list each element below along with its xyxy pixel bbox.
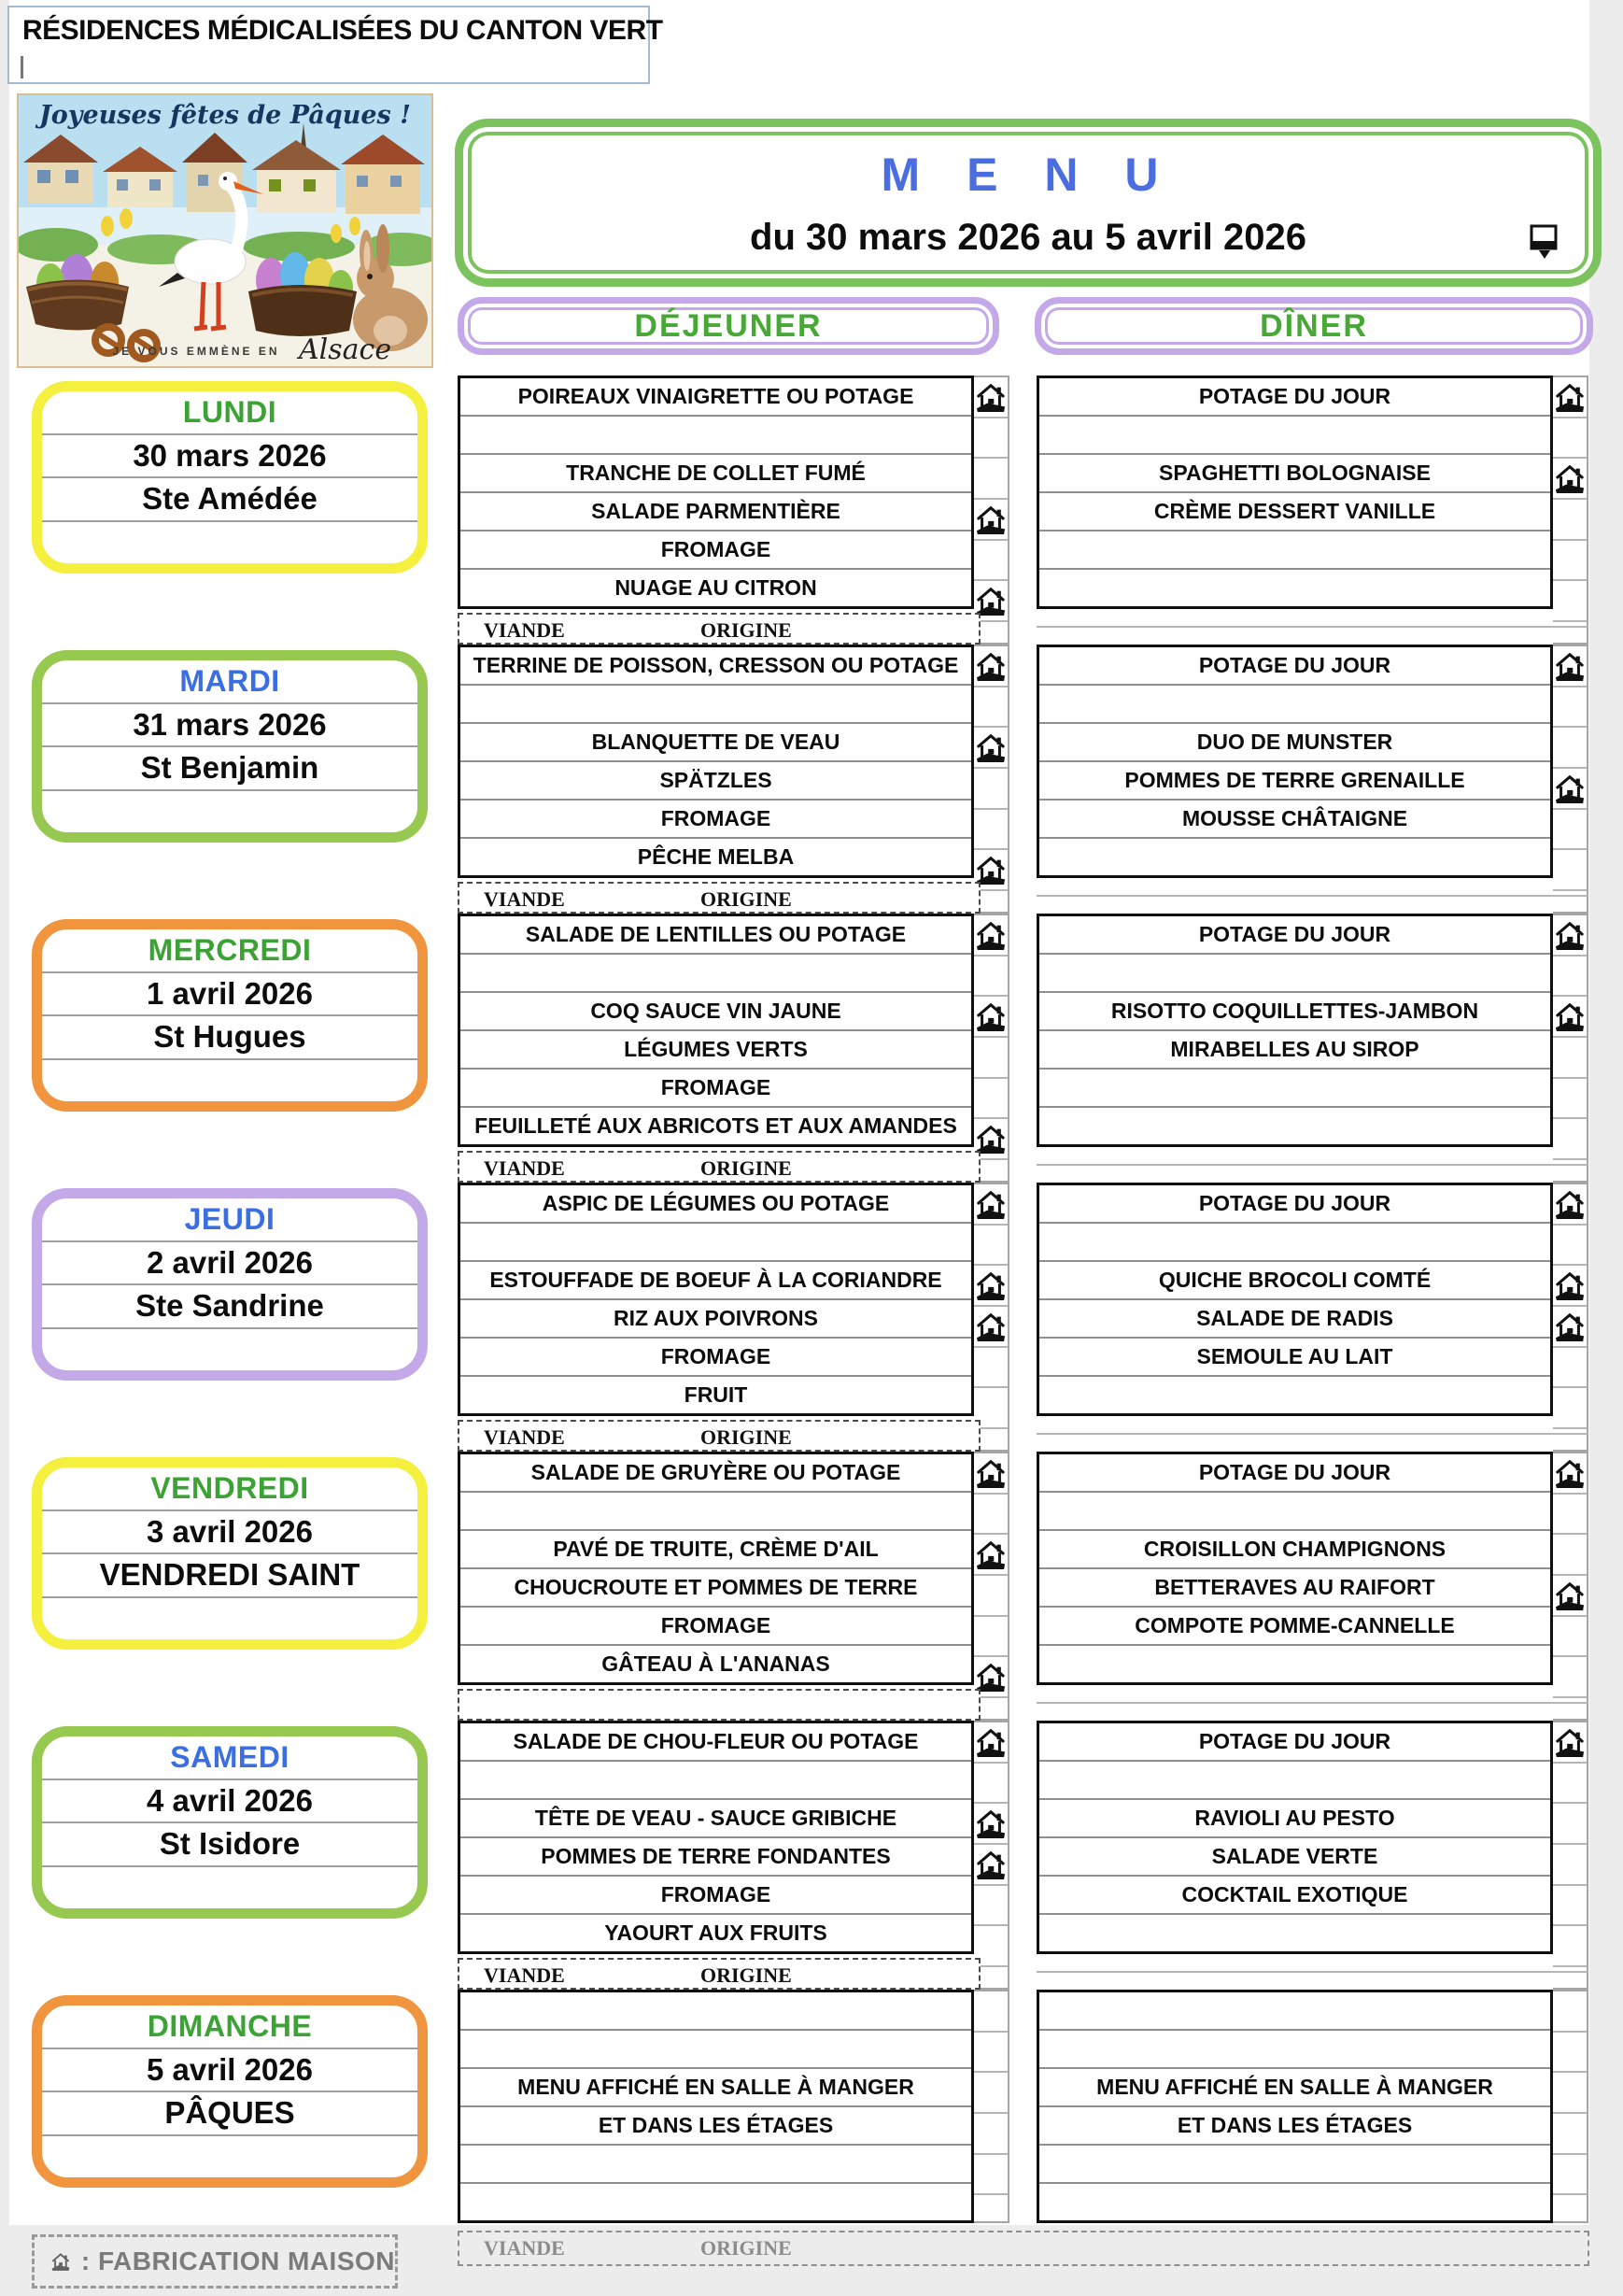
text-cursor: [21, 56, 23, 78]
day-card-jeudi: [32, 1188, 428, 1381]
origin-label: ORIGINE: [700, 2236, 792, 2260]
homemade-cell: [974, 2073, 1008, 2114]
homemade-cell: [1553, 1307, 1587, 1348]
meat-origin-strip: [458, 1958, 981, 1990]
homemade-cell: [974, 1453, 1008, 1495]
menu-item: [460, 686, 971, 724]
menu-item: POTAGE DU JOUR: [1039, 916, 1550, 955]
menu-date-range: du 30 mars 2026 au 5 avril 2026: [750, 217, 1306, 258]
menu-item: POTAGE DU JOUR: [1039, 1723, 1550, 1762]
jeudi-lunch-table: [458, 1183, 974, 1416]
lunch-column-header: [458, 297, 999, 355]
homemade-cell: [974, 541, 1008, 582]
menu-item: POTAGE DU JOUR: [1039, 647, 1550, 686]
menu-item: POMMES DE TERRE FONDANTES: [460, 1838, 971, 1877]
lunch-column-label: DÉJEUNER: [634, 307, 823, 344]
homemade-cell: [974, 1845, 1008, 1886]
menu-item: TRANCHE DE COLLET FUMÉ: [460, 455, 971, 493]
menu-item: PAVÉ DE TRUITE, CRÈME D'AIL: [460, 1531, 971, 1569]
homemade-cell: [1553, 1119, 1587, 1160]
homemade-cell: [1553, 1266, 1587, 1307]
origin-label: ORIGINE: [700, 618, 792, 642]
homemade-cell: [1553, 2033, 1587, 2074]
homemade-house-icon: [976, 1727, 1006, 1757]
homemade-cell: [1553, 541, 1587, 582]
homemade-cell: [974, 1886, 1008, 1927]
menu-item: FRUIT: [684, 1382, 748, 1407]
menu-item: PÊCHE MELBA: [637, 844, 795, 869]
homemade-cell: [974, 459, 1008, 500]
samedi-lunch-table: [458, 1721, 974, 1954]
dimanche-lunch-homemade-column: [974, 1990, 1009, 2223]
dimanche-lunch-table: [458, 1990, 974, 2223]
menu-item: [1039, 570, 1550, 606]
menu-item: [460, 417, 971, 455]
menu-item: ET DANS LES ÉTAGES: [1039, 2107, 1550, 2146]
menu-item: SALADE DE LENTILLES OU POTAGE: [460, 916, 971, 955]
menu-item: ASPIC DE LÉGUMES OU POTAGE: [460, 1185, 971, 1224]
menu-item: ESTOUFFADE DE BOEUF À LA CORIANDRE: [460, 1262, 971, 1300]
homemade-cell: [974, 810, 1008, 851]
homemade-cell: [1553, 1079, 1587, 1120]
homemade-cell: [1553, 915, 1587, 957]
mercredi-lunch-homemade-column: [974, 914, 1009, 1183]
homemade-cell: [1553, 810, 1587, 851]
menu-item: BETTERAVES AU RAIFORT: [1039, 1569, 1550, 1608]
homemade-cell: [974, 377, 1008, 418]
day-date: 5 avril 2026: [42, 2049, 417, 2093]
homemade-house-icon: [976, 504, 1006, 534]
meat-label: VIANDE: [484, 618, 565, 642]
mercredi-lunch-table: [458, 914, 974, 1147]
menu-item: RAVIOLI AU PESTO: [1039, 1800, 1550, 1838]
homemade-cell: [1553, 418, 1587, 460]
lundi-lunch-homemade-column: [974, 376, 1009, 645]
day-name: SAMEDI: [42, 1736, 417, 1780]
homemade-cell: [1553, 2073, 1587, 2114]
grid-gap-line: [1037, 1433, 1588, 1435]
mardi-dinner-table: [1037, 645, 1553, 878]
day-date: 4 avril 2026: [42, 1780, 417, 1824]
vendredi-lunch-homemade-column: [974, 1452, 1009, 1721]
homemade-cell: [1553, 687, 1587, 729]
day-name: JEUDI: [42, 1198, 417, 1242]
day-empty-row: [42, 1329, 417, 1371]
day-empty-row: [42, 1867, 417, 1909]
menu-item: TERRINE DE POISSON, CRESSON OU POTAGE: [460, 647, 971, 686]
homemade-cell: [974, 500, 1008, 541]
menu-item: [1039, 1070, 1550, 1108]
origin-label: ORIGINE: [700, 1425, 792, 1449]
homemade-house-icon: [1555, 463, 1585, 493]
homemade-cell: [974, 1722, 1008, 1764]
menu-item: [460, 2031, 971, 2069]
day-name: MARDI: [42, 660, 417, 704]
menu-item: QUICHE BROCOLI COMTÉ: [1039, 1262, 1550, 1300]
homemade-cell: [1553, 1764, 1587, 1805]
menu-item: [460, 1992, 971, 2031]
day-empty-row: [42, 1598, 417, 1640]
homemade-cell: [1553, 1886, 1587, 1927]
menu-item: MENU AFFICHÉ EN SALLE À MANGER: [460, 2069, 971, 2107]
homemade-house-icon: [1555, 1727, 1585, 1757]
day-saint: VENDREDI SAINT: [42, 1554, 417, 1598]
menu-item: [460, 1493, 971, 1531]
meat-origin-strip: [458, 882, 981, 914]
menu-item: COCKTAIL EXOTIQUE: [1039, 1877, 1550, 1915]
mercredi-dinner-homemade-column: [1553, 914, 1588, 1183]
homemade-cell: [1553, 1453, 1587, 1495]
menu-item: CHOUCROUTE ET POMMES DE TERRE: [460, 1569, 971, 1608]
homemade-cell: [1553, 850, 1587, 891]
legend-label: : FABRICATION MAISON: [80, 2246, 395, 2275]
homemade-cell: [1553, 1038, 1587, 1079]
menu-item: MOUSSE CHÂTAIGNE: [1039, 801, 1550, 839]
mercredi-dinner-table: [1037, 914, 1553, 1147]
homemade-cell: [1553, 769, 1587, 810]
menu-item: [460, 1762, 971, 1800]
grid-gap-line: [1037, 1702, 1588, 1704]
homemade-cell: [974, 1535, 1008, 1576]
homemade-cell: [974, 1038, 1008, 1079]
homemade-cell: [1553, 1348, 1587, 1389]
day-name: VENDREDI: [42, 1467, 417, 1511]
jeudi-dinner-homemade-column: [1553, 1183, 1588, 1452]
homemade-house-icon: [1555, 1270, 1585, 1300]
homemade-house-icon: [976, 920, 1006, 950]
homemade-house-icon: [976, 1124, 1006, 1154]
homemade-cell: [1553, 957, 1587, 998]
homemade-cell: [974, 1079, 1008, 1120]
menu-item: POMMES DE TERRE GRENAILLE: [1039, 762, 1550, 801]
menu-item: POTAGE DU JOUR: [1039, 1185, 1550, 1224]
menu-item: [1039, 417, 1550, 455]
lundi-lunch-table: [458, 376, 974, 609]
homemade-house-icon: [1555, 1580, 1585, 1610]
homemade-cell: [1553, 1991, 1587, 2033]
menu-item: FROMAGE: [460, 1877, 971, 1915]
menu-item: SPÄTZLES: [460, 762, 971, 801]
menu-item: POTAGE DU JOUR: [1039, 378, 1550, 417]
menu-item: LÉGUMES VERTS: [460, 1031, 971, 1070]
menu-item: FROMAGE: [460, 1070, 971, 1108]
homemade-cell: [974, 1184, 1008, 1226]
jeudi-dinner-table: [1037, 1183, 1553, 1416]
homemade-cell: [974, 1307, 1008, 1348]
day-saint: St Benjamin: [42, 747, 417, 791]
menu-item: RISOTTO COQUILLETTES-JAMBON: [1039, 993, 1550, 1031]
homemade-cell: [1553, 1845, 1587, 1886]
menu-item: [1039, 1224, 1550, 1262]
facility-header-box: [7, 6, 663, 84]
meat-label: VIANDE: [484, 1425, 565, 1449]
day-name: LUNDI: [42, 391, 417, 435]
day-date: 2 avril 2026: [42, 1242, 417, 1286]
homemade-cell: [1553, 1184, 1587, 1226]
menu-item: CRÈME DESSERT VANILLE: [1039, 493, 1550, 531]
menu-item: SALADE DE CHOU-FLEUR OU POTAGE: [460, 1723, 971, 1762]
menu-item: MENU AFFICHÉ EN SALLE À MANGER: [1039, 2069, 1550, 2107]
day-card-dimanche: [32, 1995, 428, 2188]
day-saint: St Hugues: [42, 1016, 417, 1060]
easter-illustration: [17, 93, 433, 368]
samedi-dinner-homemade-column: [1553, 1721, 1588, 1990]
homemade-cell: [1553, 1722, 1587, 1764]
day-date: 3 avril 2026: [42, 1511, 417, 1555]
menu-item: COQ SAUCE VIN JAUNE: [460, 993, 971, 1031]
menu-item: YAOURT AUX FRUITS: [604, 1920, 827, 1945]
homemade-cell: [1553, 500, 1587, 541]
homemade-house-icon: [976, 1539, 1006, 1569]
homemade-cell: [974, 997, 1008, 1038]
homemade-cell: [1553, 1657, 1587, 1698]
homemade-cell: [1553, 1804, 1587, 1845]
meat-origin-strip-footer: [458, 2231, 1589, 2266]
meat-label: VIANDE: [484, 2236, 565, 2260]
homemade-house-icon: [976, 651, 1006, 681]
menu-item: SALADE DE GRUYÈRE OU POTAGE: [460, 1454, 971, 1493]
fabrication-maison-icon: [51, 2243, 70, 2280]
menu-item: [1039, 1646, 1550, 1682]
homemade-cell: [1553, 2195, 1587, 2234]
illustration-caption-script: Alsace: [299, 333, 392, 366]
day-saint: PÂQUES: [42, 2092, 417, 2136]
menu-item: [460, 1224, 971, 1262]
day-saint: St Isidore: [42, 1823, 417, 1867]
meat-label: VIANDE: [484, 1963, 565, 1987]
homemade-cell: [1553, 1226, 1587, 1267]
homemade-cell: [1553, 1388, 1587, 1429]
menu-item: [1039, 955, 1550, 993]
menu-item: [1039, 1762, 1550, 1800]
homemade-house-icon: [976, 1311, 1006, 1341]
homemade-cell: [974, 915, 1008, 957]
lundi-dinner-homemade-column: [1553, 376, 1588, 645]
dimanche-dinner-homemade-column: [1553, 1990, 1588, 2223]
menu-item: [1039, 1493, 1550, 1531]
homemade-cell: [1553, 1576, 1587, 1617]
menu-item: TÊTE DE VEAU - SAUCE GRIBICHE: [460, 1800, 971, 1838]
homemade-cell: [974, 1617, 1008, 1658]
menu-item: SALADE VERTE: [1039, 1838, 1550, 1877]
menu-header-box: [455, 119, 1602, 287]
homemade-cell: [974, 1266, 1008, 1307]
vendredi-dinner-homemade-column: [1553, 1452, 1588, 1721]
origin-label: ORIGINE: [700, 1963, 792, 1987]
homemade-cell: [974, 2155, 1008, 2196]
day-empty-row: [42, 1060, 417, 1102]
homemade-house-icon: [976, 1662, 1006, 1692]
homemade-house-icon: [976, 1850, 1006, 1879]
day-name: DIMANCHE: [42, 2005, 417, 2049]
origin-label: ORIGINE: [700, 887, 792, 911]
meat-origin-strip: [458, 613, 981, 645]
menu-title: M E N U: [881, 149, 1176, 201]
mardi-lunch-homemade-column: [974, 645, 1009, 914]
day-empty-row: [42, 791, 417, 833]
day-card-mardi: [32, 650, 428, 843]
illustration-caption-top: Joyeuses fêtes de Pâques !: [39, 101, 411, 130]
menu-item: GÂTEAU À L'ANANAS: [601, 1651, 830, 1676]
menu-item: FROMAGE: [460, 1608, 971, 1646]
menu-item: [1039, 531, 1550, 570]
samedi-lunch-homemade-column: [974, 1721, 1009, 1990]
homemade-cell: [974, 769, 1008, 810]
day-empty-row: [42, 2136, 417, 2178]
homemade-cell: [974, 2033, 1008, 2074]
homemade-house-icon: [976, 1189, 1006, 1219]
homemade-house-icon: [1555, 773, 1585, 803]
vendredi-lunch-table: [458, 1452, 974, 1685]
day-card-lundi: [32, 381, 428, 574]
illustration-caption-bottom: JE VOUS EMMÈNE EN: [112, 345, 280, 358]
homemade-cell: [974, 2195, 1008, 2234]
menu-item: FEUILLETÉ AUX ABRICOTS ET AUX AMANDES: [474, 1113, 957, 1138]
menu-item: [1039, 1108, 1550, 1144]
menu-item: [1039, 839, 1550, 875]
lundi-dinner-table: [1037, 376, 1553, 609]
insert-marker-icon: [1530, 224, 1559, 260]
homemade-cell: [1553, 2155, 1587, 2196]
dinner-column-header: [1035, 297, 1593, 355]
menu-item: ET DANS LES ÉTAGES: [460, 2107, 971, 2146]
homemade-cell: [974, 1991, 1008, 2033]
homemade-house-icon: [976, 1808, 1006, 1838]
meat-label: VIANDE: [484, 1156, 565, 1180]
day-saint: Ste Amédée: [42, 478, 417, 522]
homemade-house-icon: [1555, 1001, 1585, 1031]
homemade-cell: [1553, 459, 1587, 500]
homemade-house-icon: [1555, 382, 1585, 412]
facility-title: RÉSIDENCES MÉDICALISÉES DU CANTON VERT: [22, 15, 663, 46]
dimanche-dinner-table: [1037, 1990, 1553, 2223]
homemade-cell: [974, 728, 1008, 769]
samedi-dinner-table: [1037, 1721, 1553, 1954]
homemade-cell: [974, 957, 1008, 998]
homemade-cell: [974, 1495, 1008, 1536]
homemade-house-icon: [1555, 651, 1585, 681]
homemade-cell: [1553, 1617, 1587, 1658]
homemade-house-icon: [976, 855, 1006, 885]
vendredi-dinner-table: [1037, 1452, 1553, 1685]
menu-item: RIZ AUX POIVRONS: [460, 1300, 971, 1339]
menu-item: SALADE DE RADIS: [1039, 1300, 1550, 1339]
homemade-house-icon: [976, 1458, 1006, 1488]
meat-origin-strip: [458, 1151, 981, 1183]
menu-item: SALADE PARMENTIÈRE: [460, 493, 971, 531]
homemade-cell: [1553, 1495, 1587, 1536]
homemade-cell: [1553, 581, 1587, 622]
menu-item: FROMAGE: [460, 531, 971, 570]
homemade-house-icon: [1555, 1189, 1585, 1219]
homemade-house-icon: [976, 586, 1006, 616]
menu-item: [1039, 2146, 1550, 2184]
menu-item: [1039, 1992, 1550, 2031]
menu-item: FROMAGE: [460, 1339, 971, 1377]
jeudi-lunch-homemade-column: [974, 1183, 1009, 1452]
meat-label: VIANDE: [484, 887, 565, 911]
homemade-cell: [974, 1348, 1008, 1389]
grid-gap-line: [1037, 895, 1588, 897]
menu-item: [1039, 1377, 1550, 1413]
menu-item: [460, 2184, 971, 2220]
grid-gap-line: [1037, 626, 1588, 628]
menu-item: [460, 955, 971, 993]
grid-gap-line: [1037, 1164, 1588, 1166]
meat-origin-strip: [458, 1420, 981, 1452]
day-date: 31 mars 2026: [42, 704, 417, 748]
day-date: 30 mars 2026: [42, 435, 417, 479]
day-empty-row: [42, 522, 417, 564]
homemade-house-icon: [976, 382, 1006, 412]
menu-item: COMPOTE POMME-CANNELLE: [1039, 1608, 1550, 1646]
mardi-dinner-homemade-column: [1553, 645, 1588, 914]
homemade-cell: [974, 1804, 1008, 1845]
day-name: MERCREDI: [42, 929, 417, 973]
menu-item: NUAGE AU CITRON: [614, 575, 817, 600]
homemade-house-icon: [1555, 1311, 1585, 1341]
homemade-cell: [974, 646, 1008, 687]
menu-item: SEMOULE AU LAIT: [1039, 1339, 1550, 1377]
menu-item: BLANQUETTE DE VEAU: [460, 724, 971, 762]
homemade-house-icon: [976, 1001, 1006, 1031]
homemade-cell: [1553, 377, 1587, 418]
day-card-vendredi: [32, 1457, 428, 1650]
homemade-cell: [1553, 997, 1587, 1038]
day-date: 1 avril 2026: [42, 973, 417, 1017]
homemade-cell: [974, 687, 1008, 729]
homemade-cell: [1553, 728, 1587, 769]
grid-gap-line: [1037, 1971, 1588, 1973]
meat-origin-strip: [458, 1689, 981, 1721]
menu-item: CROISILLON CHAMPIGNONS: [1039, 1531, 1550, 1569]
homemade-legend: [32, 2234, 398, 2289]
menu-item: DUO DE MUNSTER: [1039, 724, 1550, 762]
menu-item: [1039, 2184, 1550, 2220]
homemade-cell: [1553, 2114, 1587, 2155]
homemade-house-icon: [976, 732, 1006, 762]
menu-item: [1039, 686, 1550, 724]
homemade-house-icon: [1555, 1458, 1585, 1488]
dinner-column-label: DÎNER: [1260, 307, 1368, 344]
homemade-cell: [1553, 1535, 1587, 1576]
homemade-cell: [974, 1764, 1008, 1805]
menu-item: [460, 2146, 971, 2184]
homemade-cell: [974, 1576, 1008, 1617]
homemade-cell: [974, 418, 1008, 460]
menu-item: SPAGHETTI BOLOGNAISE: [1039, 455, 1550, 493]
menu-item: [1039, 1915, 1550, 1951]
mardi-lunch-table: [458, 645, 974, 878]
day-card-samedi: [32, 1726, 428, 1919]
homemade-cell: [1553, 1926, 1587, 1967]
menu-item: [1039, 2031, 1550, 2069]
day-card-mercredi: [32, 919, 428, 1112]
menu-item: POIREAUX VINAIGRETTE OU POTAGE: [460, 378, 971, 417]
menu-item: FROMAGE: [460, 801, 971, 839]
homemade-cell: [1553, 646, 1587, 687]
homemade-cell: [974, 2114, 1008, 2155]
day-saint: Ste Sandrine: [42, 1285, 417, 1329]
homemade-cell: [974, 1226, 1008, 1267]
homemade-house-icon: [976, 1270, 1006, 1300]
homemade-house-icon: [1555, 920, 1585, 950]
origin-label: ORIGINE: [700, 1156, 792, 1180]
menu-item: POTAGE DU JOUR: [1039, 1454, 1550, 1493]
menu-item: MIRABELLES AU SIROP: [1039, 1031, 1550, 1070]
